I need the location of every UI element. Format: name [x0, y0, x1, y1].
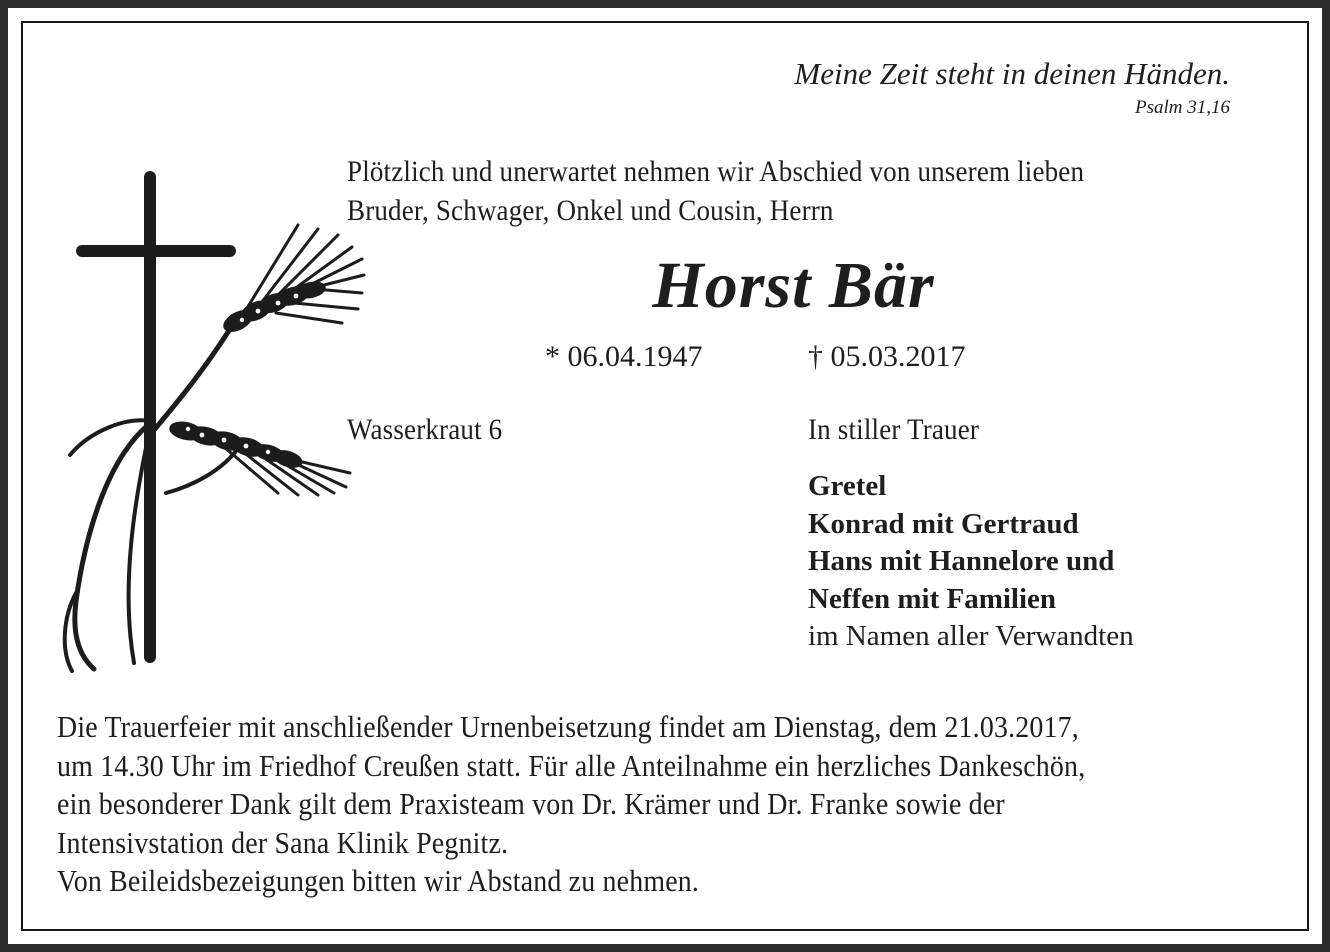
mourner-name: Hans mit Hannelore und: [808, 545, 1115, 577]
death-date: † 05.03.2017: [808, 340, 966, 373]
intro-line: Bruder, Schwager, Onkel und Cousin, Herrn: [347, 194, 834, 227]
funeral-announcement: [57, 708, 1200, 901]
funeral-line: Intensivstation der Sana Klinik Pegnitz.: [57, 824, 509, 860]
funeral-line: Die Trauerfeier mit anschließender Urnenbeisetzung findet am Dienstag, dem 21.03.2017,: [57, 709, 1079, 744]
funeral-line: um 14.30 Uhr im Friedhof Creußen statt. Für alle Anteilnahme ein herzliches Dankeschön,: [57, 747, 1086, 783]
mourner-name: Neffen mit Familien: [808, 582, 1057, 615]
intro-line: Plötzlich und unerwartet nehmen wir Abschied von unserem lieben: [347, 155, 1085, 188]
birth-date: * 06.04.1947: [545, 340, 703, 373]
intro-paragraph: [347, 152, 1166, 230]
mourner-name: Konrad mit Gertraud: [808, 507, 1079, 540]
quote-text: Meine Zeit steht in deinen Händen.: [794, 56, 1230, 91]
mourning-closing: im Namen aller Verwandten: [808, 620, 1134, 652]
address: Wasserkraut 6: [347, 413, 503, 446]
deceased-name: Horst Bär: [652, 249, 935, 322]
mourning-heading: In stiller Trauer: [808, 413, 980, 446]
funeral-line: ein besonderer Dank gilt dem Praxisteam von Dr. Krämer und Dr. Franke sowie der: [57, 786, 1005, 821]
cross-with-wheat-icon: [46, 163, 366, 673]
psalm-reference: Psalm 31,16: [1135, 97, 1230, 118]
condolence-note: Von Beileidsbezeigungen bitten wir Abstand zu nehmen.: [57, 863, 700, 898]
mourner-name: Gretel: [808, 470, 887, 502]
mourners-list: [808, 468, 1134, 656]
